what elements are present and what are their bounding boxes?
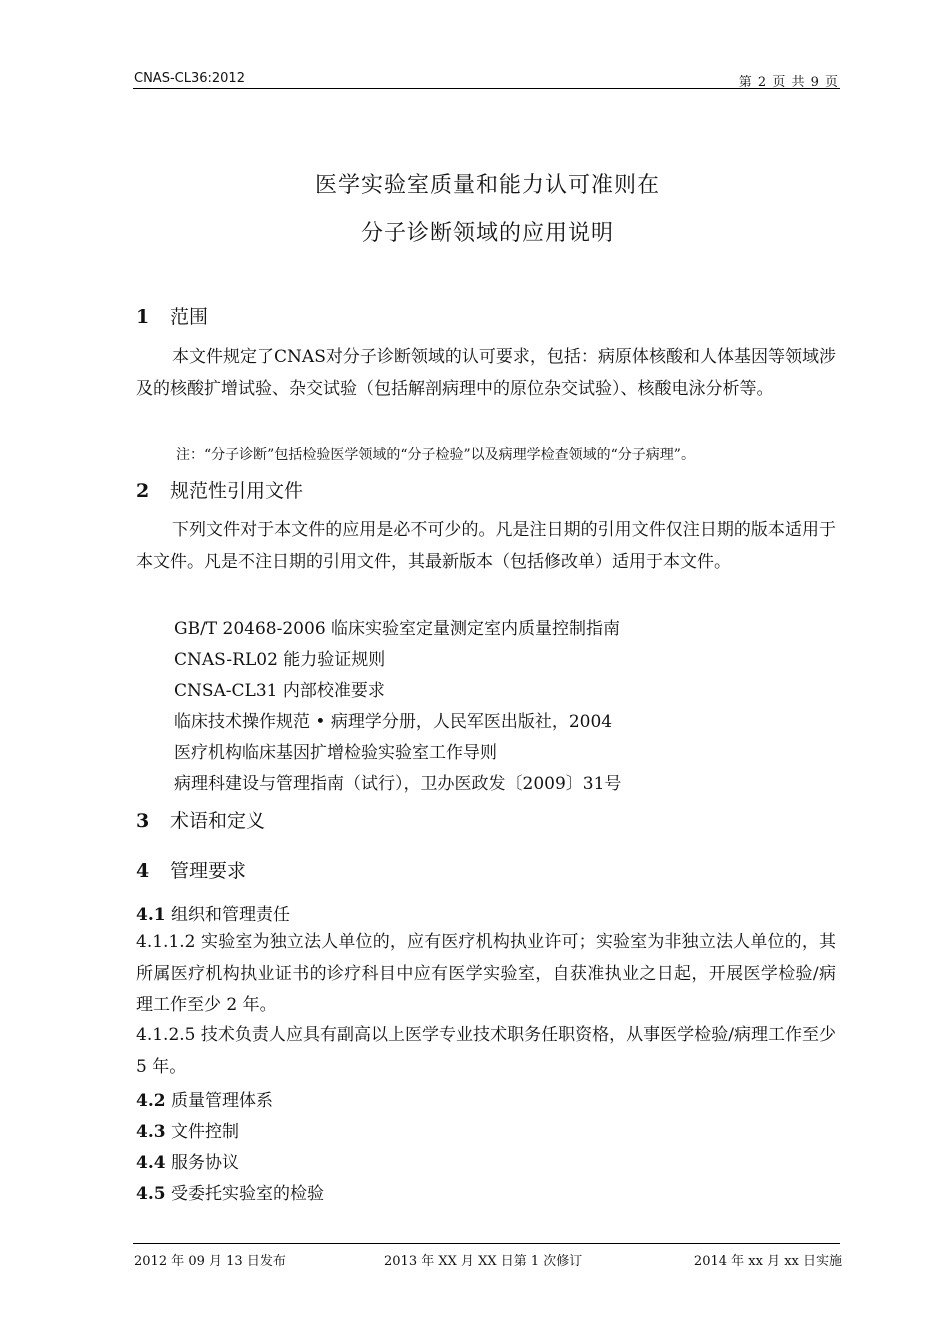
subsection-4-2 [136,1086,273,1111]
reference-item: 病理科建设与管理指南（试行），卫办医政发〔2009〕31号 [174,774,622,794]
section-1-heading [136,302,208,329]
section-title: 规范性引用文件 [170,480,304,502]
section-number: 4 [136,860,150,882]
section-1-paragraph: 本文件规定了CNAS对分子诊断领域的认可要求，包括：病原体核酸和人体基因等领域涉及的核酸扩增试验、杂交试验（包括解剖病理中的原位杂交试验）、核酸电泳分析等。 [136,347,836,399]
subsection-number: 4.2 [136,1091,166,1111]
subsection-number: 4.1 [136,905,166,925]
section-title: 管理要求 [170,860,247,882]
subsection-title: 组织和管理责任 [170,905,290,925]
footer-published: 2012 年 09 月 13 日发布 [134,1254,286,1269]
section-number: 3 [136,810,150,832]
subsection-4-1 [136,900,290,925]
clause-4-1-2-5: 4.1.2.5 技术负责人应具有副高以上医学专业技术职务任职资格，从事医学检验/病理工作至少 5 年。 [136,1025,836,1077]
reference-item: CNAS-RL02 能力验证规则 [174,650,386,670]
subsection-title: 文件控制 [170,1122,239,1142]
subsection-title: 服务协议 [170,1153,239,1173]
section-4-heading [136,856,246,883]
footer-revised: 2013 年 XX 月 XX 日第 1 次修订 [384,1254,583,1269]
doc-title-line1: 医学实验室质量和能力认可准则在 [314,173,660,198]
header-doc-code: CNAS-CL36:2012 [134,71,245,86]
reference-item: 医疗机构临床基因扩增检验实验室工作导则 [174,743,497,763]
header-page-info: 第 2 页 共 9 页 [738,75,839,90]
section-2-heading [136,476,303,503]
section-number: 1 [136,306,150,328]
subsection-title: 质量管理体系 [170,1091,273,1111]
reference-item: CNSA-CL31 内部校准要求 [174,681,385,701]
subsection-title: 受委托实验室的检验 [170,1184,324,1204]
reference-item: GB/T 20468-2006 临床实验室定量测定室内质量控制指南 [174,619,621,639]
subsection-4-3 [136,1117,239,1142]
subsection-4-5 [136,1179,324,1204]
section-3-heading [136,806,265,833]
section-1-note: 注：“分子诊断”包括检验医学领域的“分子检验”以及病理学检查领域的“分子病理”。 [176,447,695,463]
reference-item: 临床技术操作规范 • 病理学分册，人民军医出版社，2004 [174,712,613,732]
subsection-number: 4.4 [136,1153,166,1173]
footer-effective: 2014 年 xx 月 xx 日实施 [693,1254,842,1269]
section-number: 2 [136,480,150,502]
section-title: 术语和定义 [170,810,266,832]
footer-rule [133,1243,840,1244]
subsection-number: 4.5 [136,1184,166,1204]
subsection-4-4 [136,1148,239,1173]
section-title: 范围 [170,306,209,328]
subsection-number: 4.3 [136,1122,166,1142]
clause-4-1-1-2: 4.1.1.2 实验室为独立法人单位的，应有医疗机构执业许可；实验室为非独立法人单位的，其所属医疗机构执业证书的诊疗科目中应有医学实验室，自获准执业之日起，开展医学检验/病理工作至少 2 年。 [136,932,836,1015]
header-rule [133,88,840,89]
section-2-paragraph: 下列文件对于本文件的应用是必不可少的。凡是注日期的引用文件仅注日期的版本适用于本文件。凡是不注日期的引用文件，其最新版本（包括修改单）适用于本文件。 [136,520,836,572]
doc-title-line2: 分子诊断领域的应用说明 [360,221,614,246]
